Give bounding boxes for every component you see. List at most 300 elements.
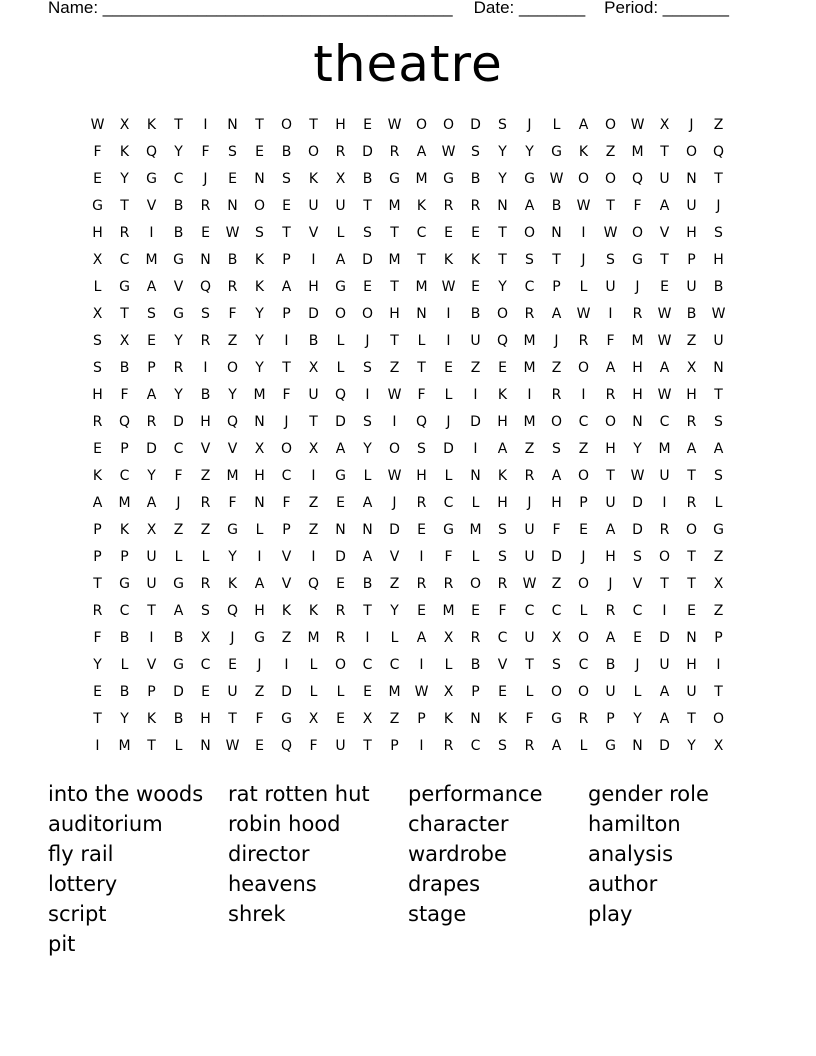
grid-letter: U (713, 333, 724, 349)
grid-letter: T (363, 738, 372, 754)
grid-letter: Q (415, 414, 428, 430)
grid-letter: Q (145, 144, 158, 160)
grid-letter: C (200, 657, 211, 673)
grid-letter: R (578, 711, 589, 727)
grid-letter: K (92, 468, 103, 484)
grid-letter: W (657, 306, 672, 322)
grid-letter: I (149, 630, 154, 646)
grid-letter: E (93, 684, 102, 700)
grid-letter: U (146, 576, 157, 592)
grid-letter: G (146, 171, 157, 187)
grid-letter: J (554, 333, 559, 349)
word-bank-item: performance (408, 782, 543, 806)
grid-letter: R (578, 333, 589, 349)
word-bank-item: heavens (228, 872, 317, 896)
grid-letter: L (444, 657, 453, 673)
grid-letter: P (147, 684, 156, 700)
grid-letter: Z (389, 360, 400, 376)
grid-letter: E (471, 225, 480, 241)
grid-letter: Y (687, 738, 696, 754)
grid-letter: Q (199, 279, 212, 295)
grid-letter: O (226, 360, 239, 376)
grid-letter: U (686, 684, 697, 700)
grid-letter: V (173, 279, 184, 295)
grid-letter: S (498, 738, 507, 754)
grid-letter: E (363, 279, 372, 295)
grid-letter: U (308, 387, 319, 403)
grid-letter: Q (334, 387, 347, 403)
grid-letter: F (525, 711, 534, 727)
grid-letter: N (335, 522, 346, 538)
grid-letter: A (605, 360, 616, 376)
grid-letter: O (604, 171, 617, 187)
grid-letter: K (470, 252, 481, 268)
grid-letter: H (713, 252, 724, 268)
student-info-header (48, 0, 748, 19)
grid-letter: W (657, 333, 672, 349)
grid-letter: T (606, 468, 615, 484)
grid-letter: T (363, 198, 372, 214)
grid-letter: J (446, 414, 451, 430)
grid-letter: V (281, 549, 292, 565)
grid-letter: J (689, 117, 694, 133)
grid-letter: F (498, 603, 507, 619)
grid-letter: D (551, 549, 562, 565)
grid-letter: U (659, 657, 670, 673)
grid-letter: Y (147, 468, 156, 484)
grid-letter: G (281, 711, 292, 727)
grid-letter: E (687, 603, 696, 619)
grid-letter: M (523, 360, 536, 376)
grid-letter: Y (174, 387, 183, 403)
grid-letter: U (659, 171, 670, 187)
grid-letter: E (444, 360, 453, 376)
grid-letter: C (119, 252, 130, 268)
grid-letter: K (443, 711, 454, 727)
grid-letter: T (390, 333, 399, 349)
grid-letter: G (173, 306, 184, 322)
grid-letter: X (362, 711, 373, 727)
grid-letter: C (416, 225, 427, 241)
grid-letter: B (119, 684, 130, 700)
grid-letter: R (524, 468, 535, 484)
word-bank-item: script (48, 902, 107, 926)
grid-letter: I (311, 252, 316, 268)
grid-letter: I (581, 387, 586, 403)
grid-letter: S (606, 252, 615, 268)
grid-letter: M (388, 252, 401, 268)
grid-letter: X (686, 360, 697, 376)
grid-letter: N (686, 171, 697, 187)
grid-letter: L (93, 279, 102, 295)
grid-letter: H (200, 414, 211, 430)
grid-letter: U (335, 738, 346, 754)
grid-letter: J (392, 495, 397, 511)
grid-letter: L (174, 549, 183, 565)
grid-letter: U (470, 333, 481, 349)
grid-letter: B (686, 306, 697, 322)
grid-letter: B (362, 576, 373, 592)
grid-letter: I (203, 360, 208, 376)
grid-letter: J (257, 657, 262, 673)
grid-letter: Y (228, 387, 237, 403)
grid-letter: O (550, 684, 563, 700)
grid-letter: E (498, 360, 507, 376)
grid-letter: B (173, 225, 184, 241)
grid-letter: C (659, 414, 670, 430)
grid-letter: Y (390, 603, 399, 619)
grid-letter: K (254, 279, 265, 295)
grid-letter: T (255, 117, 264, 133)
grid-letter: B (119, 360, 130, 376)
grid-letter: S (633, 549, 642, 565)
grid-letter: G (605, 738, 616, 754)
grid-letter: A (146, 279, 157, 295)
grid-letter: H (416, 468, 427, 484)
grid-letter: P (579, 495, 588, 511)
date-field-label: Date: _______ (473, 0, 586, 17)
grid-letter: A (578, 117, 589, 133)
grid-letter: L (174, 738, 183, 754)
grid-letter: F (417, 387, 426, 403)
grid-letter: I (446, 306, 451, 322)
grid-letter: L (336, 684, 345, 700)
grid-letter: K (416, 198, 427, 214)
grid-letter: K (281, 603, 292, 619)
grid-letter: Q (307, 576, 320, 592)
grid-letter: L (471, 549, 480, 565)
grid-letter: M (253, 387, 266, 403)
grid-letter: O (577, 630, 590, 646)
grid-letter: L (417, 333, 426, 349)
grid-letter: A (146, 387, 157, 403)
grid-letter: K (254, 252, 265, 268)
grid-letter: R (443, 198, 454, 214)
grid-letter: R (389, 144, 400, 160)
word-bank (48, 779, 768, 959)
grid-letter: O (577, 468, 590, 484)
grid-letter: X (308, 711, 319, 727)
grid-letter: T (147, 738, 156, 754)
grid-letter: G (254, 630, 265, 646)
grid-letter: C (362, 657, 373, 673)
grid-letter: I (311, 549, 316, 565)
grid-letter: C (578, 414, 589, 430)
grid-letter: A (686, 441, 697, 457)
grid-letter: L (714, 495, 723, 511)
grid-letter: N (362, 522, 373, 538)
grid-letter: H (551, 495, 562, 511)
puzzle-title: theatre (313, 35, 503, 93)
grid-letter: P (417, 711, 426, 727)
grid-letter: A (416, 630, 427, 646)
grid-letter: B (470, 171, 481, 187)
grid-letter: X (146, 522, 157, 538)
grid-letter: S (201, 306, 210, 322)
grid-letter: O (523, 225, 536, 241)
grid-letter: A (605, 522, 616, 538)
word-bank-item: shrek (228, 902, 286, 926)
word-bank-item: robin hood (228, 812, 341, 836)
grid-letter: M (631, 333, 644, 349)
grid-letter: Y (633, 441, 642, 457)
grid-letter: E (417, 603, 426, 619)
grid-letter: P (714, 630, 723, 646)
grid-letter: T (687, 549, 696, 565)
grid-letter: I (662, 495, 667, 511)
grid-letter: L (579, 603, 588, 619)
grid-letter: S (552, 441, 561, 457)
grid-letter: C (578, 657, 589, 673)
grid-letter: A (551, 468, 562, 484)
grid-letter: J (635, 279, 640, 295)
grid-letter: R (200, 333, 211, 349)
grid-letter: H (92, 387, 103, 403)
grid-letter: V (227, 441, 238, 457)
grid-letter: T (660, 144, 669, 160)
grid-letter: T (93, 711, 102, 727)
grid-letter: D (362, 144, 373, 160)
grid-letter: C (524, 279, 535, 295)
grid-letter: V (308, 225, 319, 241)
grid-letter: Y (93, 657, 102, 673)
grid-letter: K (308, 603, 319, 619)
grid-letter: X (659, 117, 670, 133)
grid-letter: I (311, 468, 316, 484)
grid-letter: I (257, 549, 262, 565)
grid-letter: O (334, 657, 347, 673)
grid-letter: S (498, 549, 507, 565)
grid-letter: E (93, 441, 102, 457)
grid-letter: U (524, 630, 535, 646)
grid-letter: W (387, 468, 402, 484)
grid-letter: M (469, 522, 482, 538)
grid-letter: H (605, 441, 616, 457)
grid-letter: H (254, 603, 265, 619)
grid-letter: D (335, 549, 346, 565)
grid-letter: R (497, 576, 508, 592)
grid-letter: G (173, 252, 184, 268)
word-bank-item: auditorium (48, 812, 163, 836)
grid-letter: Y (633, 711, 642, 727)
grid-letter: H (497, 414, 508, 430)
grid-letter: E (201, 684, 210, 700)
grid-letter: R (632, 306, 643, 322)
grid-letter: M (118, 495, 131, 511)
grid-letter: H (632, 360, 643, 376)
grid-letter: F (93, 630, 102, 646)
grid-letter: J (581, 549, 586, 565)
grid-letter: Z (308, 495, 319, 511)
grid-letter: L (471, 495, 480, 511)
grid-letter: E (471, 603, 480, 619)
grid-letter: T (606, 198, 615, 214)
grid-letter: P (552, 279, 561, 295)
grid-letter: M (307, 630, 320, 646)
word-bank-item: director (228, 842, 310, 866)
grid-letter: O (334, 306, 347, 322)
word-bank-item: author (588, 872, 658, 896)
grid-letter: H (200, 711, 211, 727)
grid-letter: C (632, 603, 643, 619)
grid-letter: A (659, 360, 670, 376)
grid-letter: T (714, 684, 723, 700)
grid-letter: R (443, 738, 454, 754)
grid-letter: I (284, 333, 289, 349)
grid-letter: Z (713, 549, 724, 565)
grid-letter: L (444, 387, 453, 403)
grid-letter: T (714, 387, 723, 403)
grid-letter: I (365, 630, 370, 646)
grid-letter: W (576, 306, 591, 322)
grid-letter: U (335, 198, 346, 214)
grid-letter: E (363, 684, 372, 700)
grid-letter: E (147, 333, 156, 349)
grid-letter: W (90, 117, 105, 133)
grid-letter: K (146, 117, 157, 133)
grid-letter: T (174, 117, 183, 133)
grid-letter: O (469, 576, 482, 592)
grid-letter: R (605, 387, 616, 403)
grid-letter: O (685, 522, 698, 538)
grid-letter: O (604, 117, 617, 133)
grid-letter: B (173, 630, 184, 646)
grid-letter: T (714, 171, 723, 187)
grid-letter: B (605, 657, 616, 673)
grid-letter: P (93, 549, 102, 565)
grid-letter: N (416, 306, 427, 322)
grid-letter: I (716, 657, 721, 673)
grid-letter: O (577, 171, 590, 187)
grid-letter: T (687, 711, 696, 727)
grid-letter: W (225, 225, 240, 241)
grid-letter: Y (174, 333, 183, 349)
grid-letter: A (497, 441, 508, 457)
grid-letter: Q (712, 144, 725, 160)
grid-letter: E (471, 279, 480, 295)
grid-letter: Z (470, 360, 481, 376)
grid-letter: S (525, 252, 534, 268)
grid-letter: E (255, 144, 264, 160)
grid-letter: F (201, 144, 210, 160)
grid-letter: O (280, 441, 293, 457)
grid-letter: I (149, 225, 154, 241)
grid-letter: B (281, 144, 292, 160)
grid-letter: K (308, 171, 319, 187)
grid-letter: T (282, 225, 291, 241)
grid-letter: B (362, 171, 373, 187)
grid-letter: X (92, 252, 103, 268)
grid-letter: K (443, 252, 454, 268)
grid-letter: A (713, 441, 724, 457)
grid-letter: F (282, 495, 291, 511)
grid-letter: C (173, 171, 184, 187)
grid-letter: B (470, 306, 481, 322)
grid-letter: K (497, 711, 508, 727)
grid-letter: G (335, 279, 346, 295)
grid-letter: F (93, 144, 102, 160)
grid-letter: L (336, 333, 345, 349)
grid-letter: O (280, 117, 293, 133)
grid-letter: G (173, 576, 184, 592)
grid-letter: M (388, 684, 401, 700)
grid-letter: P (390, 738, 399, 754)
grid-letter: G (227, 522, 238, 538)
grid-letter: I (365, 387, 370, 403)
grid-letter: O (253, 198, 266, 214)
grid-letter: N (551, 225, 562, 241)
grid-letter: K (497, 468, 508, 484)
grid-letter: W (657, 387, 672, 403)
grid-letter: W (603, 225, 618, 241)
grid-letter: R (470, 198, 481, 214)
grid-letter: D (443, 441, 454, 457)
grid-letter: N (200, 252, 211, 268)
grid-letter: G (389, 171, 400, 187)
grid-letter: B (119, 630, 130, 646)
grid-letter: C (497, 630, 508, 646)
grid-letter: J (608, 576, 613, 592)
grid-letter: T (417, 252, 426, 268)
grid-letter: N (713, 360, 724, 376)
grid-letter: N (632, 414, 643, 430)
grid-letter: C (119, 603, 130, 619)
grid-letter: K (497, 387, 508, 403)
grid-letter: H (254, 468, 265, 484)
grid-letter: Z (524, 441, 535, 457)
word-bank-item: gender role (588, 782, 709, 806)
grid-letter: M (631, 144, 644, 160)
grid-letter: N (254, 495, 265, 511)
grid-letter: O (685, 144, 698, 160)
grid-letter: I (473, 387, 478, 403)
grid-letter: E (336, 495, 345, 511)
grid-letter: B (713, 279, 724, 295)
grid-letter: Y (255, 333, 264, 349)
grid-letter: S (201, 603, 210, 619)
grid-letter: Y (255, 306, 264, 322)
grid-letter: J (230, 630, 235, 646)
grid-letter: E (228, 657, 237, 673)
grid-letter: M (415, 279, 428, 295)
grid-letter: D (335, 414, 346, 430)
letter-grid (84, 112, 732, 760)
grid-letter: L (363, 468, 372, 484)
grid-letter: D (470, 414, 481, 430)
grid-letter: U (524, 522, 535, 538)
grid-letter: X (335, 171, 346, 187)
grid-letter: A (362, 495, 373, 511)
grid-letter: A (254, 576, 265, 592)
grid-letter: Z (308, 522, 319, 538)
grid-letter: A (92, 495, 103, 511)
grid-letter: C (524, 603, 535, 619)
grid-letter: T (120, 306, 129, 322)
grid-letter: L (579, 738, 588, 754)
grid-letter: Y (120, 711, 129, 727)
grid-letter: S (498, 117, 507, 133)
grid-letter: S (471, 144, 480, 160)
grid-letter: E (660, 279, 669, 295)
grid-letter: R (335, 603, 346, 619)
grid-letter: G (713, 522, 724, 538)
grid-letter: C (389, 657, 400, 673)
grid-letter: R (524, 738, 535, 754)
grid-letter: H (686, 657, 697, 673)
grid-letter: F (552, 522, 561, 538)
grid-letter: M (523, 333, 536, 349)
grid-letter: D (146, 441, 157, 457)
